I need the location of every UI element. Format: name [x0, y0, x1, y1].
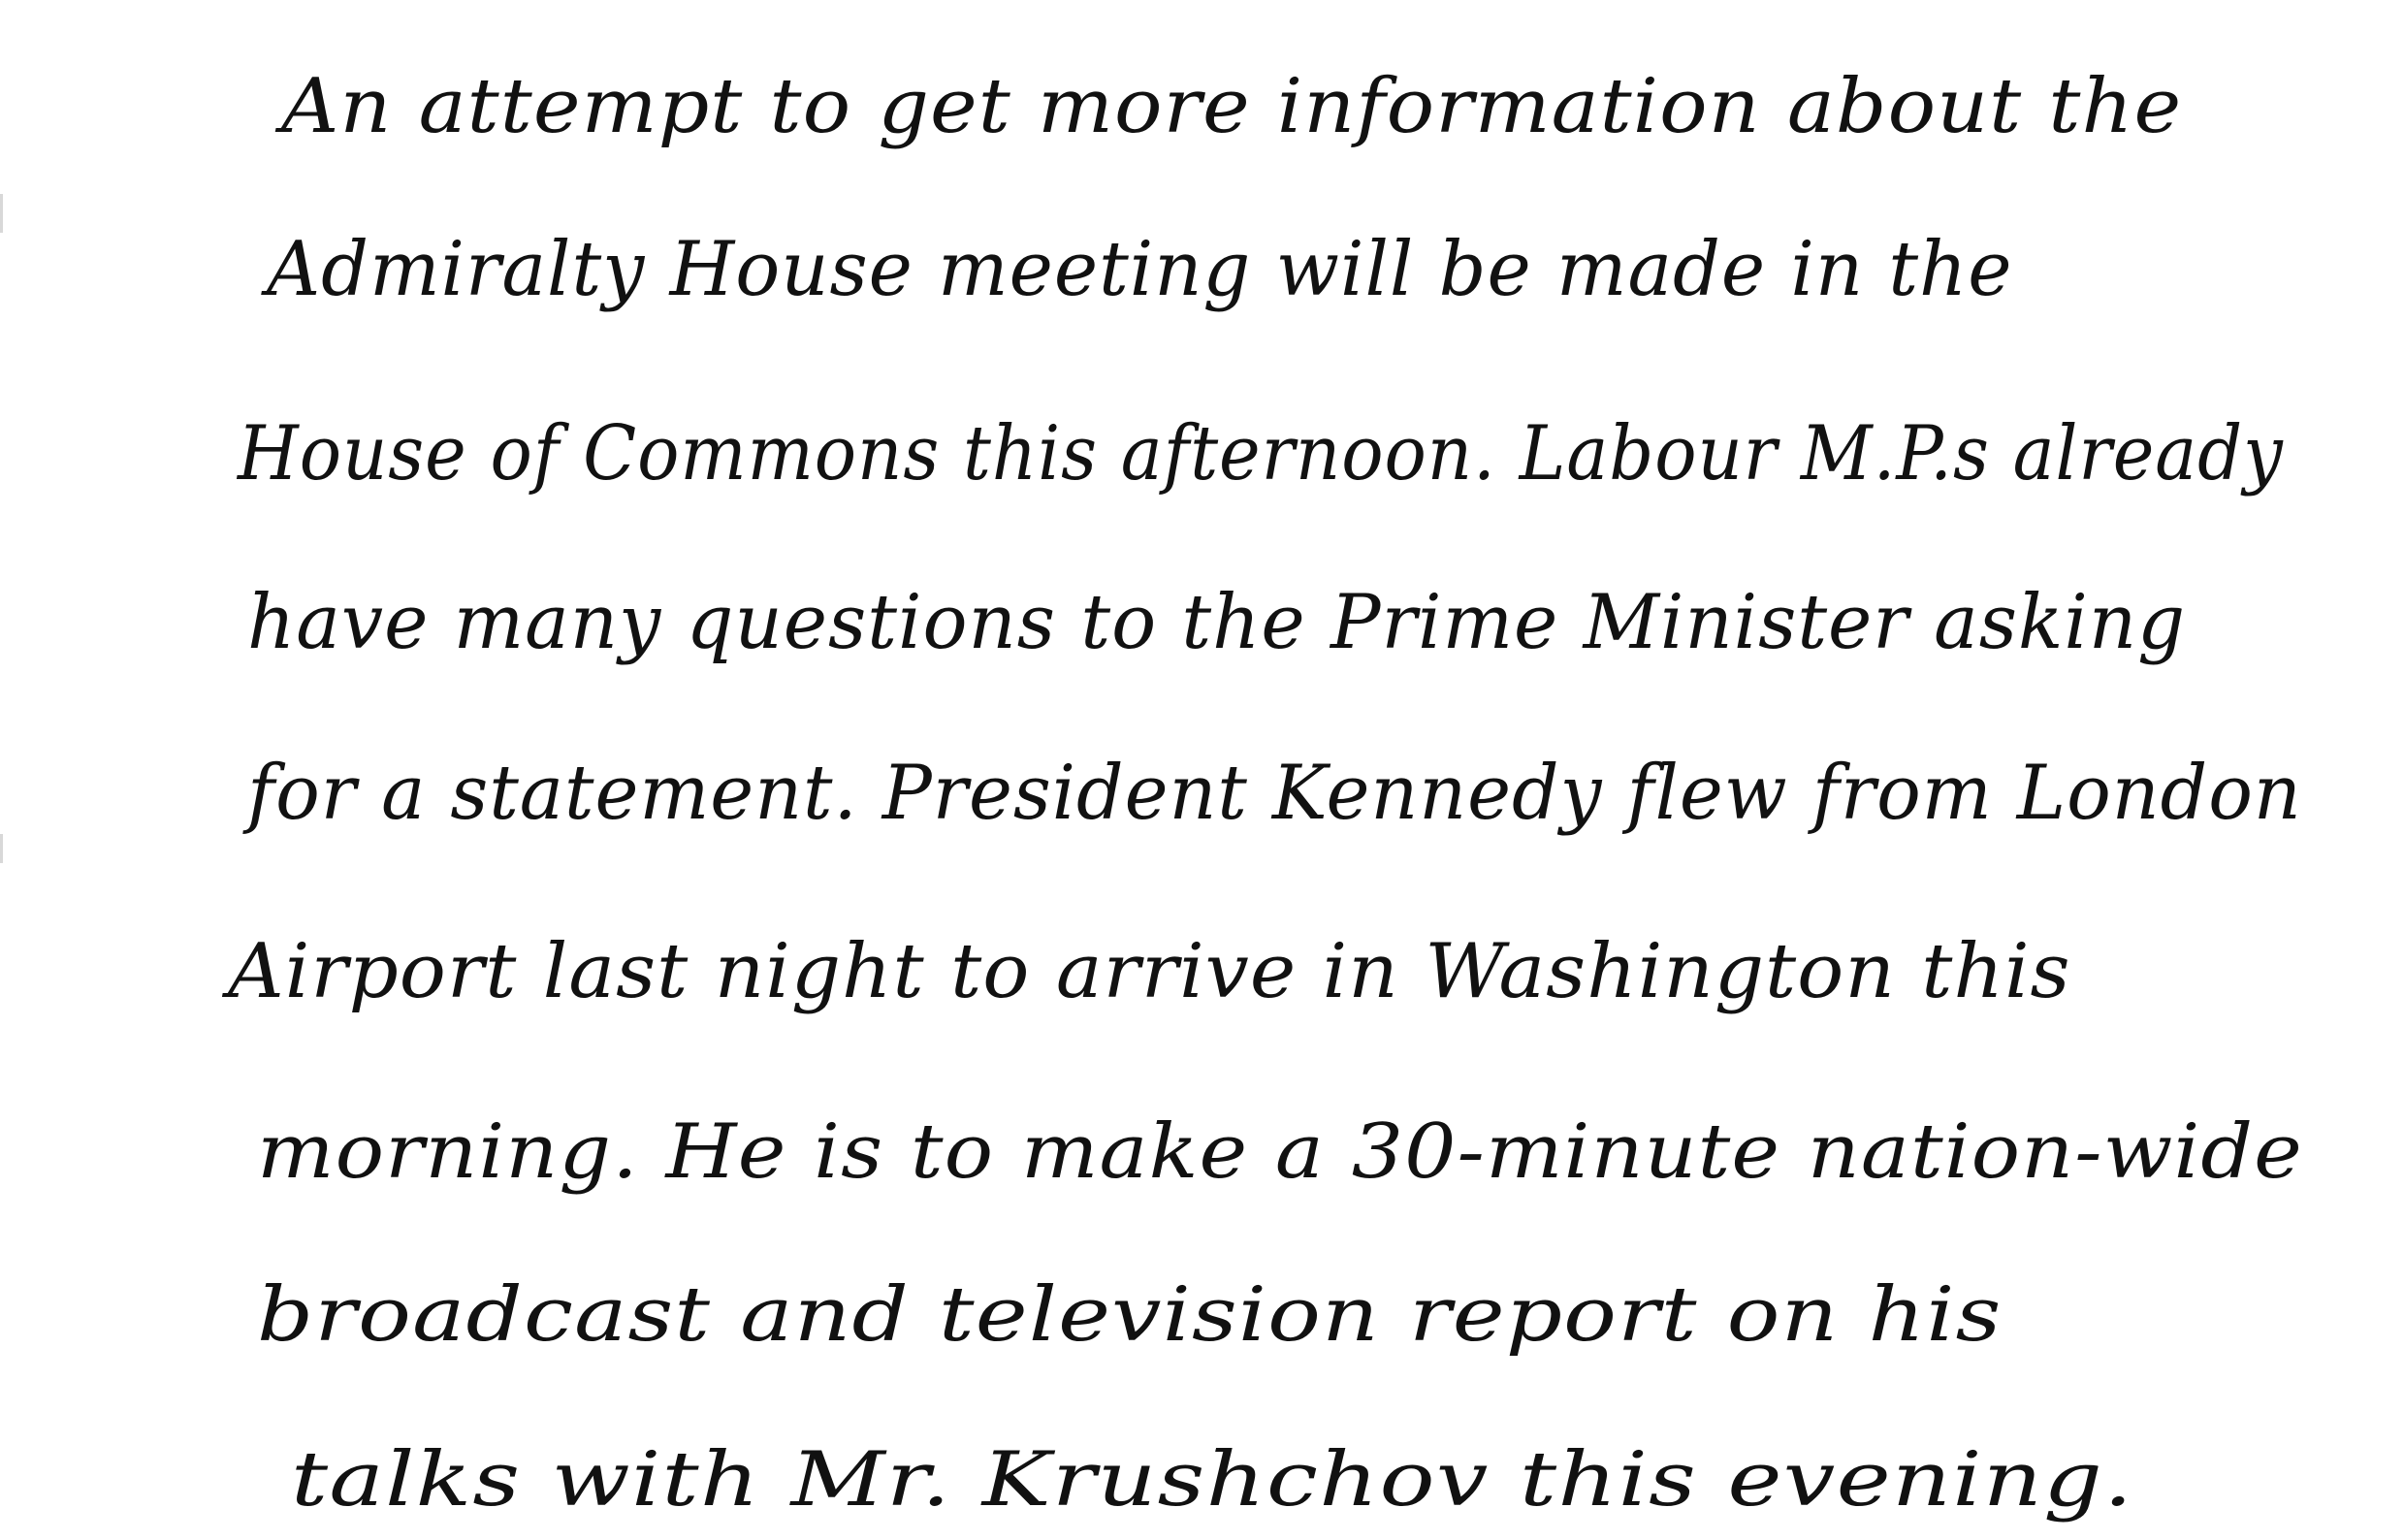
handwritten-line-2: Admiralty House meeting will be made in the: [267, 226, 2013, 313]
handwritten-line-3: House of Commons this afternoon. Labour M.P.s already: [238, 410, 2284, 497]
handwritten-line-9: talks with Mr. Krushchov this evening.: [291, 1436, 2134, 1524]
scan-edge-mark: [0, 194, 3, 233]
handwritten-line-1: An attempt to get more information about the: [281, 63, 2183, 150]
scan-edge-mark: [0, 834, 3, 863]
handwritten-line-7: morning. He is to make a 30-minute nation-wide: [257, 1108, 2303, 1196]
handwritten-line-4: have many questions to the Prime Minister asking: [247, 579, 2187, 666]
handwritten-line-6: Airport last night to arrive in Washington this: [228, 928, 2071, 1015]
handwritten-line-8: broadcast and television report on his: [257, 1271, 2003, 1359]
handwritten-line-5: for a statement. President Kennedy flew from London: [247, 750, 2302, 837]
